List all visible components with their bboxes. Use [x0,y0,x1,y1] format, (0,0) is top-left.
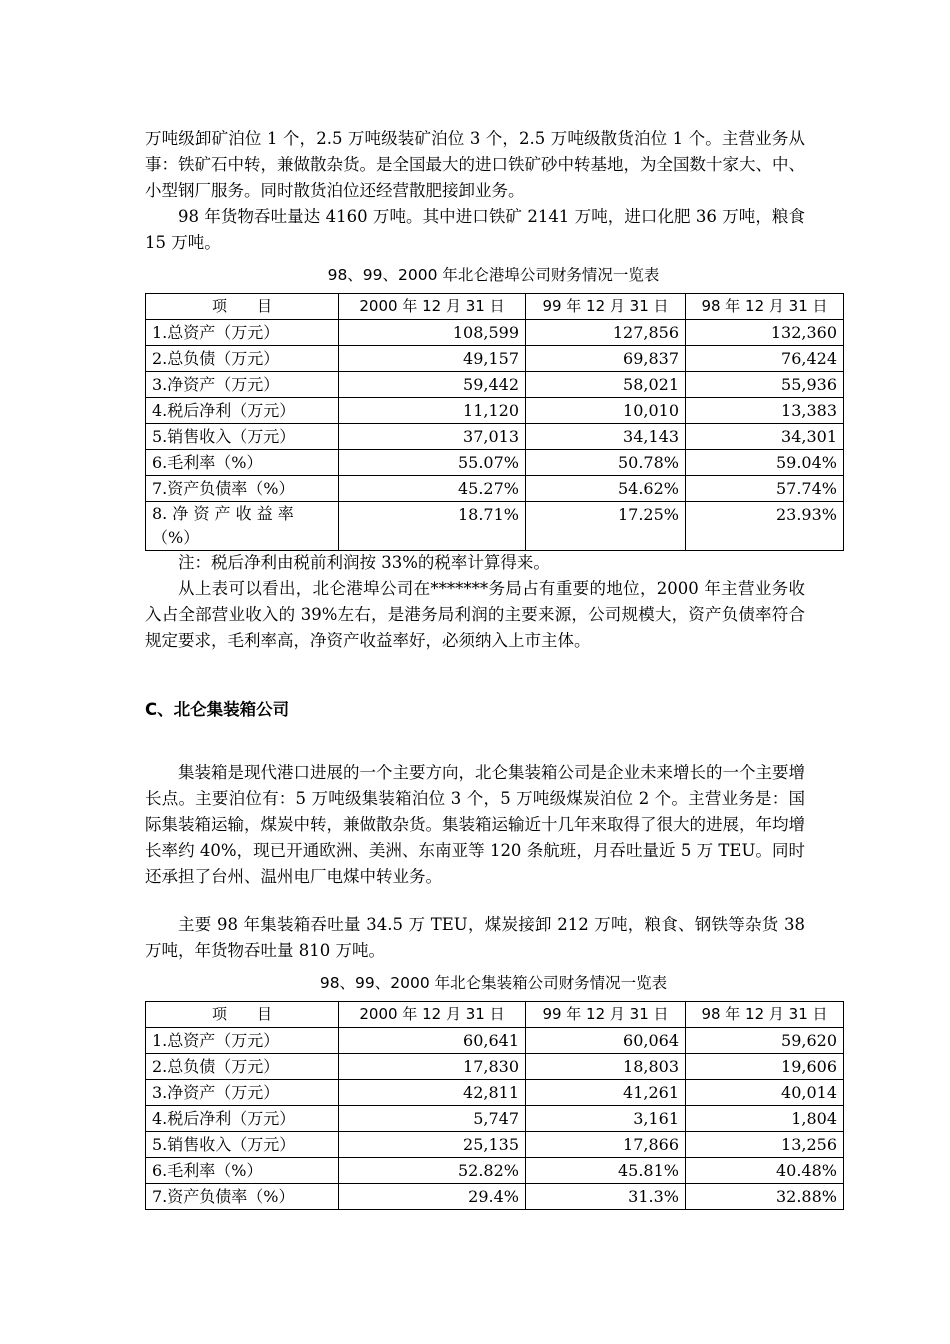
cell-value: 55,936 [686,372,844,398]
cell-value: 31.3% [526,1184,686,1210]
row-label: 5.销售收入（万元） [146,424,339,450]
cell-value: 57.74% [686,476,844,502]
row-label: 2.总负债（万元） [146,346,339,372]
cell-value: 50.78% [526,450,686,476]
table-row [146,424,844,450]
table-row [146,502,844,551]
cell-value: 17,830 [339,1054,526,1080]
cell-value: 40,014 [686,1080,844,1106]
table2-caption: 98、99、2000 年北仑集装箱公司财务情况一览表 [319,974,668,992]
table2-header-98: 98 年 12 月 31 日 [686,1002,844,1028]
table-row [146,1106,844,1132]
table-row [146,346,844,372]
table-row [146,1184,844,1210]
table1-caption: 98、99、2000 年北仑港埠公司财务情况一览表 [327,266,660,284]
table2-header-2000: 2000 年 12 月 31 日 [339,1002,526,1028]
row-label: 3.净资产（万元） [146,372,339,398]
table-row [146,398,844,424]
row-label: 1.总资产（万元） [146,1028,339,1054]
row-label: 5.销售收入（万元） [146,1132,339,1158]
row-label: 8. 净 资 产 收 益 率（%） [146,502,339,551]
cell-value: 23.93% [686,502,844,551]
cell-value: 108,599 [339,320,526,346]
table-row [146,1028,844,1054]
table-row [146,1158,844,1184]
table-row [146,1080,844,1106]
section-c-paragraph-1: 集装箱是现代港口进展的一个主要方向，北仑集装箱公司是企业未来增长的一个主要增长点。主要泊位有：5 万吨级集装箱泊位 3 个，5 万吨级煤炭泊位 2 个。主营业务是：国际集装箱运输，煤炭中转，兼做散杂货。集装箱运输近十几年来取得了很大的进展，年均增长率约 40%，现已开通欧洲、美洲、东南亚等 120 条航班，月吞吐量近 5 万 TEU。同时还承担了台州、温州电厂电煤中转业务。 [145,763,805,886]
cell-value: 29.4% [339,1184,526,1210]
cell-value: 59.04% [686,450,844,476]
cell-value: 13,383 [686,398,844,424]
cell-value: 58,021 [526,372,686,398]
row-label: 7.资产负债率（%） [146,1184,339,1210]
cell-value: 17,866 [526,1132,686,1158]
table2-header-item: 项 目 [146,1002,339,1028]
cell-value: 45.27% [339,476,526,502]
cell-value: 59,442 [339,372,526,398]
table1-note: 注：税后净利由税前利润按 33%的税率计算得来。 [178,553,550,572]
table1-header-row [146,294,844,320]
cell-value: 49,157 [339,346,526,372]
cell-value: 19,606 [686,1054,844,1080]
cell-value: 69,837 [526,346,686,372]
table1-header-99: 99 年 12 月 31 日 [526,294,686,320]
table-row [146,372,844,398]
row-label: 4.税后净利（万元） [146,398,339,424]
cell-value: 45.81% [526,1158,686,1184]
cell-value: 55.07% [339,450,526,476]
cell-value: 37,013 [339,424,526,450]
table2-header-row [146,1002,844,1028]
table-row [146,476,844,502]
cell-value: 76,424 [686,346,844,372]
cell-value: 60,064 [526,1028,686,1054]
cell-value: 42,811 [339,1080,526,1106]
cell-value: 18.71% [339,502,526,551]
intro-paragraph-1: 万吨级卸矿泊位 1 个，2.5 万吨级装矿泊位 3 个，2.5 万吨级散货泊位 1 个。主营业务从事：铁矿石中转，兼做散杂货。是全国最大的进口铁矿砂中转基地，为全国数十家大、中、小型钢厂服务。同时散货泊位还经营散肥接卸业务。 [145,129,805,200]
row-label: 1.总资产（万元） [146,320,339,346]
table2-financials [145,1001,844,1210]
table-row [146,450,844,476]
cell-value: 59,620 [686,1028,844,1054]
table1-header-item: 项 目 [146,294,339,320]
cell-value: 127,856 [526,320,686,346]
row-label: 6.毛利率（%） [146,450,339,476]
row-label: 4.税后净利（万元） [146,1106,339,1132]
table1-header-98: 98 年 12 月 31 日 [686,294,844,320]
cell-value: 34,301 [686,424,844,450]
table2-header-99: 99 年 12 月 31 日 [526,1002,686,1028]
cell-value: 54.62% [526,476,686,502]
table1-financials [145,293,844,551]
cell-value: 34,143 [526,424,686,450]
row-label: 6.毛利率（%） [146,1158,339,1184]
cell-value: 52.82% [339,1158,526,1184]
section-c-paragraph-2: 主要 98 年集装箱吞吐量 34.5 万 TEU，煤炭接卸 212 万吨，粮食、钢铁等杂货 38 万吨，年货物吞吐量 810 万吨。 [145,915,805,960]
table1-header-2000: 2000 年 12 月 31 日 [339,294,526,320]
intro-paragraph-2: 98 年货物吞吐量达 4160 万吨。其中进口铁矿 2141 万吨，进口化肥 36 万吨，粮食 15 万吨。 [145,207,805,252]
cell-value: 3,161 [526,1106,686,1132]
cell-value: 18,803 [526,1054,686,1080]
table-row [146,1132,844,1158]
row-label: 2.总负债（万元） [146,1054,339,1080]
cell-value: 13,256 [686,1132,844,1158]
analysis-paragraph: 从上表可以看出，北仑港埠公司在*******务局占有重要的地位，2000 年主营业务收入占全部营业收入的 39%左右，是港务局利润的主要来源，公司规模大，资产负债率符合规定要求，毛利率高，净资产收益率好，必须纳入上市主体。 [145,579,805,650]
cell-value: 11,120 [339,398,526,424]
row-label: 3.净资产（万元） [146,1080,339,1106]
cell-value: 60,641 [339,1028,526,1054]
cell-value: 32.88% [686,1184,844,1210]
cell-value: 25,135 [339,1132,526,1158]
row-label: 7.资产负债率（%） [146,476,339,502]
cell-value: 5,747 [339,1106,526,1132]
cell-value: 1,804 [686,1106,844,1132]
cell-value: 17.25% [526,502,686,551]
table-row [146,1054,844,1080]
section-c-heading: C、北仑集装箱公司 [145,700,290,719]
table-row [146,320,844,346]
cell-value: 132,360 [686,320,844,346]
cell-value: 10,010 [526,398,686,424]
cell-value: 40.48% [686,1158,844,1184]
cell-value: 41,261 [526,1080,686,1106]
